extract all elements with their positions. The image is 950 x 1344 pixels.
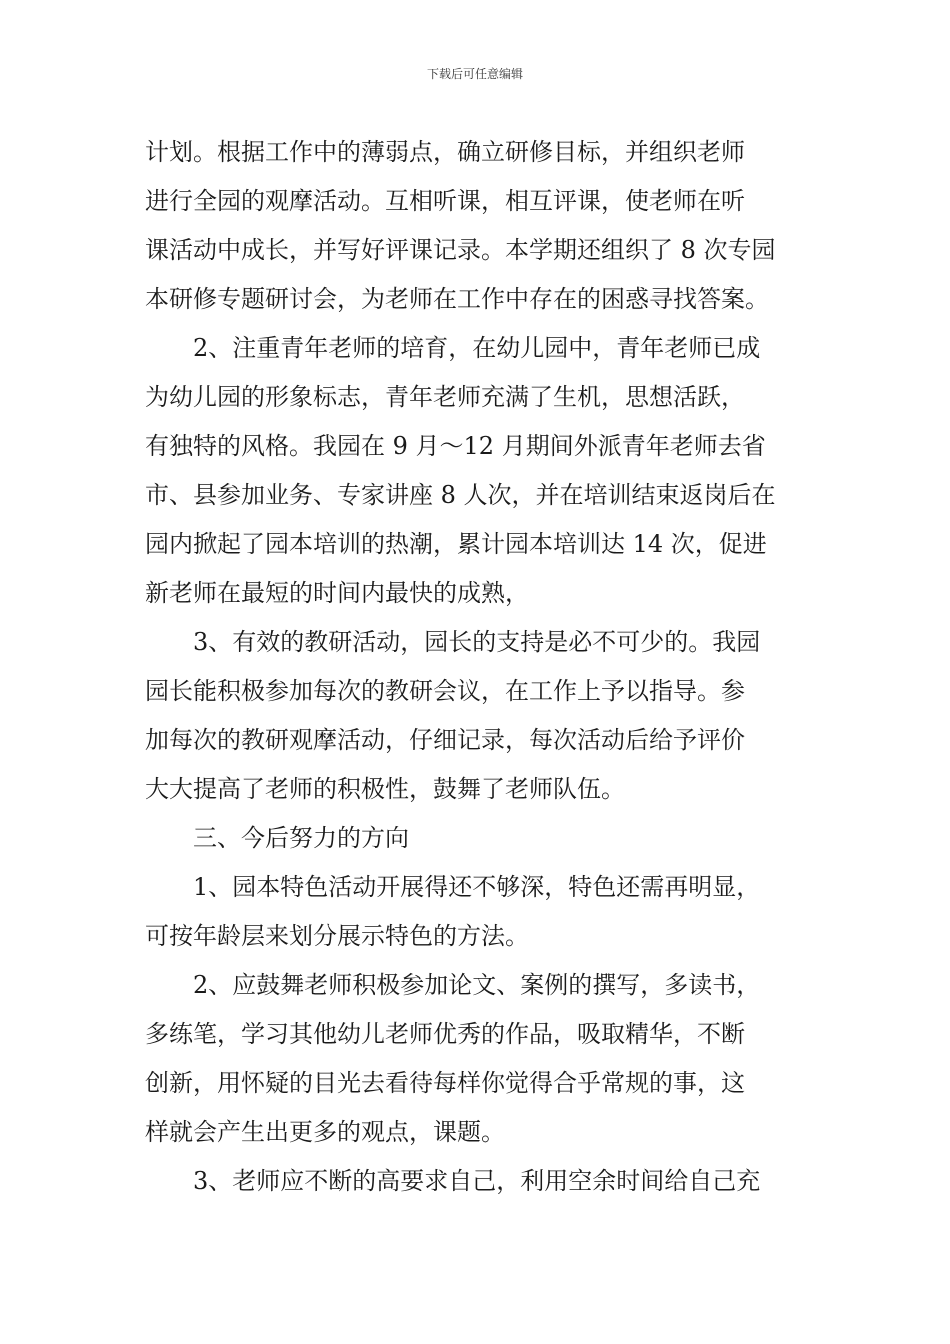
text-line: 进行全园的观摩活动。互相听课，相互评课，使老师在听 — [145, 187, 745, 215]
text-line: 2、注重青年老师的培育，在幼儿园中，青年老师已成 — [193, 334, 761, 362]
document-body — [145, 128, 810, 1206]
text-line: 样就会产生出更多的观点，课题。 — [145, 1118, 505, 1146]
text-line: 三、今后努力的方向 — [193, 824, 409, 852]
text-line: 3、有效的教研活动，园长的支持是必不可少的。我园 — [193, 628, 761, 656]
text-line: 本研修专题研讨会，为老师在工作中存在的困惑寻找答案。 — [145, 285, 769, 313]
text-line: 1、园本特色活动开展得还不够深，特色还需再明显， — [193, 873, 761, 901]
text-line: 新老师在最短的时间内最快的成熟， — [145, 579, 529, 607]
text-line: 课活动中成长，并写好评课记录。本学期还组织了 8 次专园 — [145, 236, 776, 264]
text-line: 加每次的教研观摩活动，仔细记录，每次活动后给予评价 — [145, 726, 745, 754]
text-line: 创新，用怀疑的目光去看待每样你觉得合乎常规的事，这 — [145, 1069, 745, 1097]
page-header: 下载后可任意编辑 — [426, 67, 523, 81]
text-line: 市、县参加业务、专家讲座 8 人次，并在培训结束返岗后在 — [145, 481, 776, 509]
text-line: 大大提高了老师的积极性，鼓舞了老师队伍。 — [145, 775, 625, 803]
text-line: 3、老师应不断的高要求自己，利用空余时间给自己充 — [193, 1167, 761, 1195]
text-line: 可按年龄层来划分展示特色的方法。 — [145, 922, 529, 950]
text-line: 园内掀起了园本培训的热潮，累计园本培训达 14 次，促进 — [145, 530, 767, 558]
text-line: 园长能积极参加每次的教研会议，在工作上予以指导。参 — [145, 677, 745, 705]
text-line: 多练笔，学习其他幼儿老师优秀的作品，吸取精华，不断 — [145, 1020, 745, 1048]
text-line: 为幼儿园的形象标志，青年老师充满了生机，思想活跃， — [145, 383, 745, 411]
text-line: 计划。根据工作中的薄弱点，确立研修目标，并组织老师 — [145, 138, 745, 166]
text-line: 有独特的风格。我园在 9 月～12 月期间外派青年老师去省 — [145, 432, 766, 460]
text-line: 2、应鼓舞老师积极参加论文、案例的撰写，多读书， — [193, 971, 761, 999]
